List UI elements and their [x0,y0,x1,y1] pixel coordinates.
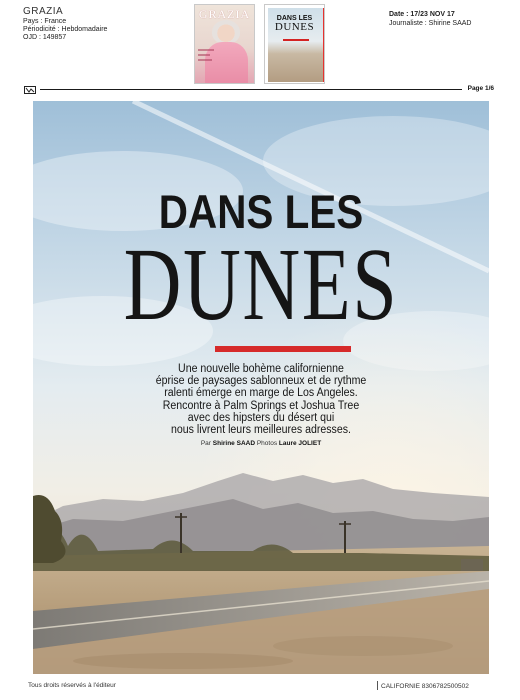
article-standfirst [33,363,489,447]
date-label: Date : 17/23 NOV 17 [389,11,455,18]
byline-par: Par [200,440,211,448]
headline-line-2: DUNES [123,227,399,342]
byline-photographer: Laure JOLIET [278,440,322,448]
clipping-service-icon [24,86,36,94]
footer-code [377,681,469,690]
journalist-label: Journaliste : Shirine SAAD [389,20,472,27]
spread-title-line-2: DUNES [274,21,315,33]
standfirst-line: Rencontre à Palm Springs et Joshua Tree [162,399,360,412]
clipping-metadata [23,6,107,42]
publication-name: GRAZIA [23,6,64,17]
footer-bar-divider [377,681,378,690]
cover-masthead: GRAZIA [198,7,251,21]
clipping-date-info [389,10,471,28]
article-spread-thumbnail [264,4,325,84]
standfirst-line: éprise de paysages sablonneux et de rythme [155,375,367,388]
standfirst-line: Une nouvelle bohème californienne [178,363,344,375]
article-hero-photo [33,101,489,674]
standfirst-line: nous livrent leurs meilleures adresses. [171,424,351,437]
ojd-label: OJD : 149857 [23,34,67,41]
standfirst-line: avec des hipsters du désert qui [187,411,335,424]
byline [33,440,489,447]
country-label: Pays : France [23,18,67,25]
byline-author: Shirine SAAD [212,440,256,448]
page-number: Page 1/6 [467,85,494,92]
cover-line [198,54,210,56]
spread-red-bar [283,39,309,41]
spread-edge-strip [323,8,325,82]
cover-line [198,59,212,61]
cover-model-head [212,20,240,44]
byline-photos-label: Photos [256,440,278,448]
standfirst-line: ralenti émerge en marge de Los Angeles. [164,387,358,400]
article-headline [33,185,489,342]
periodicity-label: Périodicité : Hebdomadaire [23,26,108,33]
cover-line [198,49,214,51]
magazine-cover-thumbnail [194,4,255,84]
spread-title-line-1: DANS LES [276,15,313,22]
headline-line-1: DANS LES [158,185,364,238]
rights-notice: Tous droits réservés à l'éditeur [28,682,116,689]
footer-code-text: CALIFORNIE 8306782500502 [381,683,469,690]
header-rule [40,89,462,90]
spread-title [268,15,321,33]
headline-red-bar [215,346,351,352]
